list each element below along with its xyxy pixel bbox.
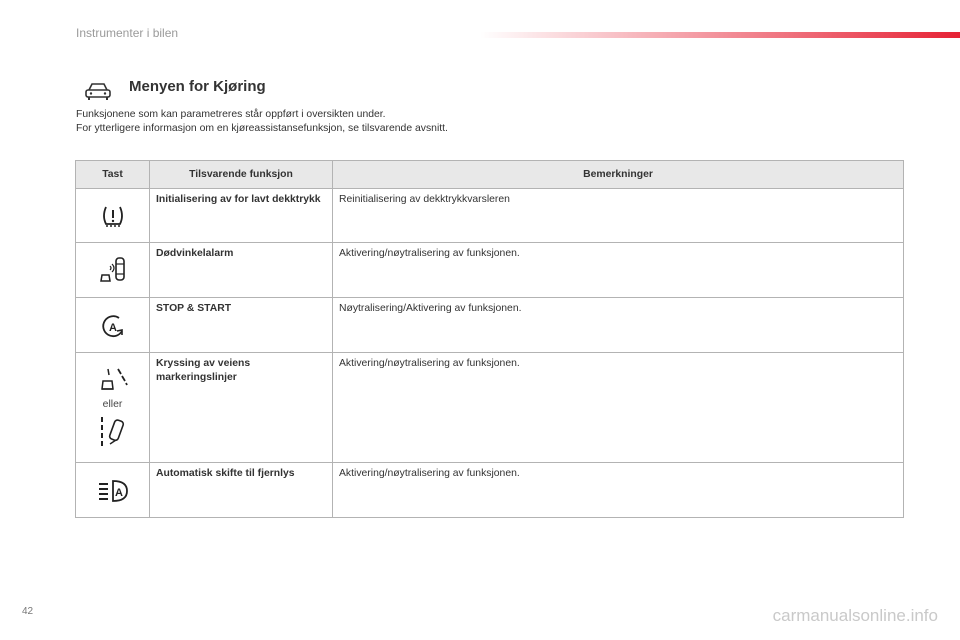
lane-departure-icon[interactable] xyxy=(98,365,128,393)
function-name: STOP & START xyxy=(150,298,333,353)
function-table xyxy=(75,160,904,518)
key-cell xyxy=(76,189,150,243)
header-tast: Tast xyxy=(76,161,150,189)
watermark: carmanualsonline.info xyxy=(772,606,938,625)
key-cell xyxy=(76,463,150,518)
section-title: Menyen for Kjøring xyxy=(129,78,266,95)
intro-line-2: For ytterligere informasjon om en kjøreassistansefunksjon, se tilsvarende avsnitt. xyxy=(76,123,448,134)
or-label: eller xyxy=(102,399,123,410)
function-name: Dødvinkelalarm xyxy=(150,243,333,298)
key-cell xyxy=(76,298,150,353)
lane-crossing-icon[interactable] xyxy=(98,414,128,450)
table-row xyxy=(76,243,904,298)
table-row xyxy=(76,353,904,463)
remark-text: Reinitialisering av dekktrykkvarsleren xyxy=(333,189,904,243)
stop-start-icon[interactable] xyxy=(99,313,127,341)
function-name: Automatisk skifte til fjernlys xyxy=(150,463,333,518)
header-accent-bar xyxy=(480,32,960,38)
function-name: Kryssing av veiens markeringslinjer xyxy=(150,353,333,463)
remark-text: Aktivering/nøytralisering av funksjonen. xyxy=(333,463,904,518)
blind-spot-icon[interactable] xyxy=(98,255,128,285)
table-header-row xyxy=(76,161,904,189)
page-header-title: Instrumenter i bilen xyxy=(76,26,179,40)
table-row xyxy=(76,298,904,353)
header-remarks: Bemerkninger xyxy=(333,161,904,189)
remark-text: Nøytralisering/Aktivering av funksjonen. xyxy=(333,298,904,353)
remark-text: Aktivering/nøytralisering av funksjonen. xyxy=(333,353,904,463)
svg-text:A: A xyxy=(114,487,123,499)
header-function: Tilsvarende funksjon xyxy=(150,161,333,189)
table-row xyxy=(76,189,904,243)
tyre-pressure-icon[interactable] xyxy=(100,203,126,229)
svg-text:A: A xyxy=(108,322,117,334)
page-number: 42 xyxy=(22,606,34,617)
auto-high-beam-icon[interactable] xyxy=(97,478,129,504)
remark-text: Aktivering/nøytralisering av funksjonen. xyxy=(333,243,904,298)
function-name: Initialisering av for lavt dekktrykk xyxy=(150,189,333,243)
key-cell xyxy=(76,243,150,298)
table-row xyxy=(76,463,904,518)
intro-line-1: Funksjonene som kan parametreres står oppført i oversikten under. xyxy=(76,109,386,120)
intro-text xyxy=(76,108,448,136)
car-front-icon xyxy=(83,80,113,102)
key-cell xyxy=(76,353,150,463)
